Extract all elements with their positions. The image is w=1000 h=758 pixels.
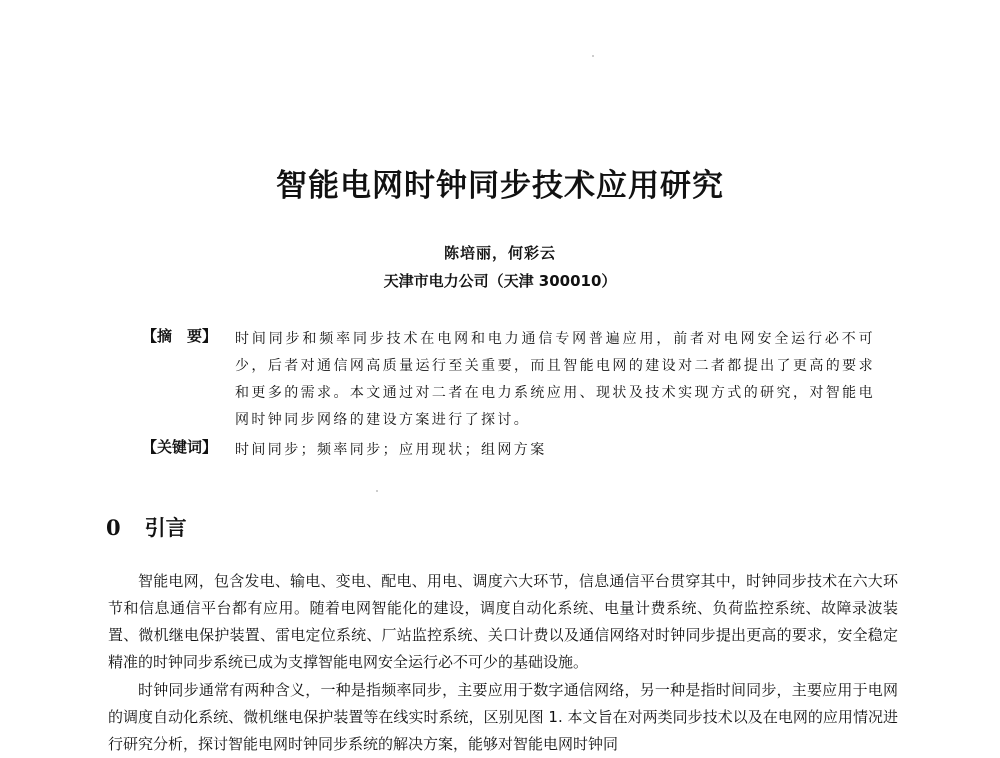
section-heading (106, 512, 187, 542)
abstract-text: 时间同步和频率同步技术在电网和电力通信专网普遍应用，前者对电网安全运行必不可少，后者对通信网高质量运行至关重要，而且智能电网的建设对二者都提出了更高的要求和更多的需求。本文通过对二者在电力系统应用、现状及技术实现方式的研究，对智能电网时钟同步网络的建设方案进行了探讨。 (235, 331, 875, 428)
body-paragraph-2: 时钟同步通常有两种含义，一种是指频率同步，主要应用于数字通信网络，另一种是指时间同步，主要应用于电网的调度自动化系统、微机继电保护装置等在线实时系统，区别见图 1. 本文旨在对两类同步技术以及在电网的应用情况进行研究分析，探讨智能电网时钟同步系统的解决方案，能够对智能电网时钟同 (108, 681, 898, 753)
abstract-label: 【摘 要】 (142, 327, 218, 345)
scan-speck (376, 490, 378, 492)
keywords-text: 时间同步；频率同步；应用现状；组网方案 (235, 442, 547, 458)
keywords-block (142, 436, 882, 464)
abstract-block (142, 325, 882, 435)
body-paragraph-1: 智能电网，包含发电、输电、变电、配电、用电、调度六大环节，信息通信平台贯穿其中，时钟同步技术在六大环节和信息通信平台都有应用。随着电网智能化的建设，调度自动化系统、电量计费系统、负荷监控系统、故障录波装置、微机继电保护装置、雷电定位系统、厂站监控系统、关口计费以及通信网络对时钟同步提出更高的要求，安全稳定精准的时钟同步系统已成为支撑智能电网安全运行必不可少的基础设施。 (108, 572, 898, 671)
section-title: 引言 (144, 516, 187, 540)
author-list: 陈培丽，何彩云 (443, 244, 556, 262)
section-number: 0 (106, 515, 121, 540)
affiliation: 天津市电力公司（天津 300010） (383, 272, 617, 290)
scan-speck (592, 55, 594, 57)
keywords-label: 【关键词】 (142, 438, 218, 456)
paper-title: 智能电网时钟同步技术应用研究 (276, 168, 724, 204)
